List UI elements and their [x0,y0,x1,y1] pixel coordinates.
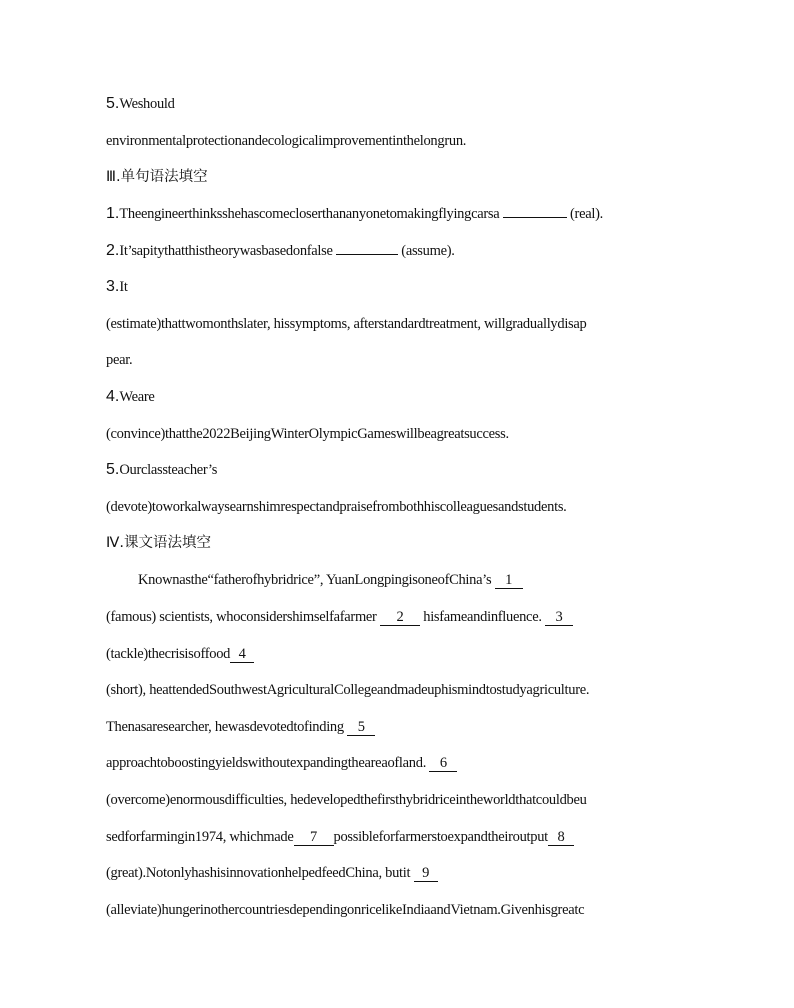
passage-line-5: Thenasaresearcher, hewasdevotedtofinding 5 [106,717,694,737]
passage-line-1: Knownasthe“fatherofhybridrice”, YuanLongpingisoneofChina’s 1 [106,570,694,590]
question-5-continuation: environmentalprotectionandecologicalimprovementinthelongrun. [106,133,467,149]
passage-line-2: (famous) scientists, whoconsidershimselfafarmer 2 hisfameandinfluence. 3 [106,607,694,627]
answer-blank-7[interactable]: 7 [294,829,334,846]
passage-line-7: (overcome)enormousdifficulties, hedevelopedthefirsthybridriceintheworldthatcouldbeu [106,792,587,808]
answer-blank-9[interactable]: 9 [414,865,438,882]
s3-question-3-line2: (estimate)thattwomonthslater, hissymptoms, afterstandardtreatment, willgraduallydisap [106,316,587,332]
passage-line-10: (alleviate)hungerinothercountriesdependingonricelikeIndiaandVietnam.Givenhisgreatc [106,902,585,918]
s3-question-3: 3.It [106,278,128,295]
section-3-title: Ⅲ.单句语法填空 [106,169,208,185]
answer-blank-3[interactable]: 3 [545,609,573,626]
passage-line-3: (tackle)thecrisisoffood 4 [106,644,694,664]
s3-question-5-line2: (devote)toworkalwaysearnshimrespectandpraisefrombothhiscolleaguesandstudents. [106,499,567,515]
s3-question-5: 5.Ourclassteacher’s [106,461,218,478]
s3-question-2: 2.It’sapitythatthistheorywasbasedonfalse (assume). [106,242,455,259]
s3-question-1: 1.Theengineerthinksshehascomecloserthananyonetomakingflyingcarsa (real). [106,205,603,222]
section-4-title: Ⅳ.课文语法填空 [106,535,211,551]
passage-line-8: sedforfarmingin1974, whichmade 7 possibleforfarmerstoexpandtheiroutput 8 [106,827,694,847]
answer-blank-5[interactable]: 5 [347,719,375,736]
s3-question-3-line3: pear. [106,352,133,368]
answer-blank[interactable] [503,217,567,218]
question-5-prefix: 5.Weshould [106,95,175,112]
answer-blank-1[interactable]: 1 [495,572,523,589]
answer-blank-4[interactable]: 4 [230,646,254,663]
passage-line-4: (short), heattendedSouthwestAgriculturalCollegeandmadeuphismindtostudyagriculture. [106,682,590,698]
answer-blank-8[interactable]: 8 [548,829,574,846]
s3-question-4: 4.Weare [106,388,155,405]
answer-blank[interactable] [336,254,398,255]
s3-question-4-line2: (convince)thatthe2022BeijingWinterOlympicGameswillbeagreatsuccess. [106,426,509,442]
answer-blank-2[interactable]: 2 [380,609,420,626]
answer-blank-6[interactable]: 6 [429,755,457,772]
passage-line-6: approachtoboostingyieldswithoutexpandingtheareaofland. 6 [106,753,694,773]
passage-line-9: (great).NotonlyhashisinnovationhelpedfeedChina, butit 9 [106,863,694,883]
